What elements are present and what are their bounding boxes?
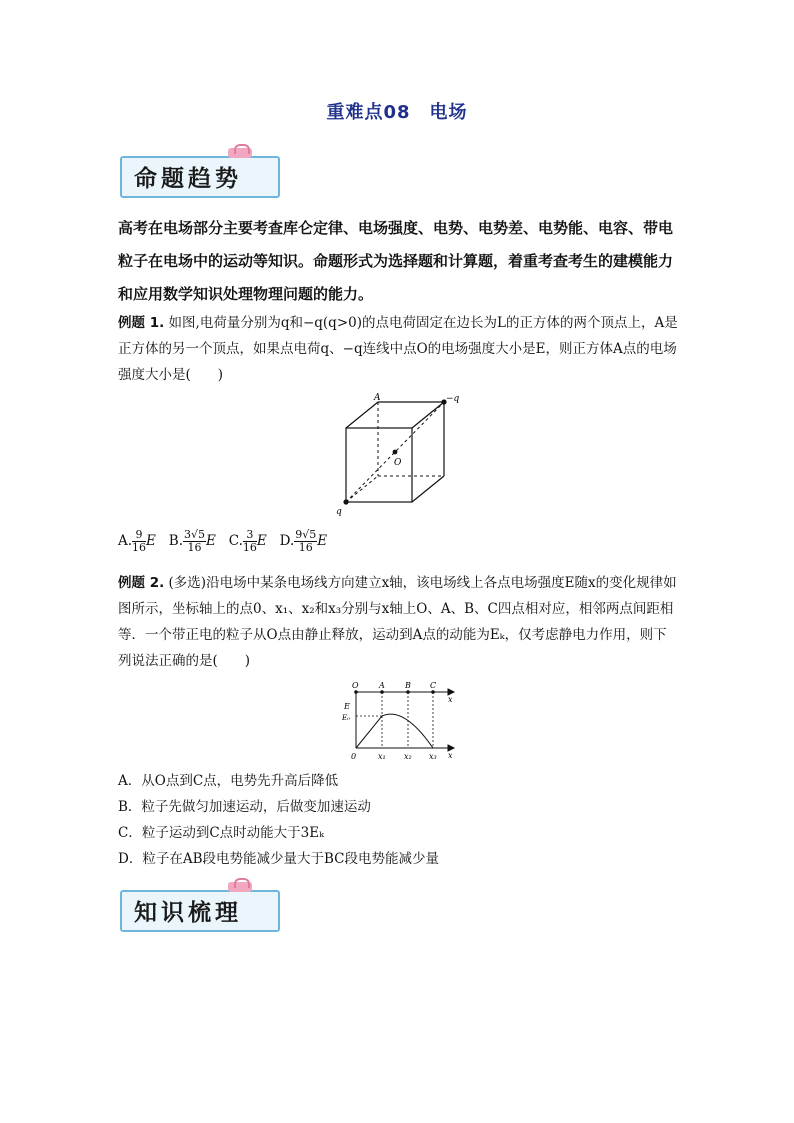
banner-label: 知识梳理 <box>134 900 242 926</box>
example-2-stem <box>118 570 678 674</box>
label-neg-q: −q <box>446 394 460 404</box>
example-1-label: 例题 1. <box>118 315 165 331</box>
example-2-label: 例题 2. <box>118 575 165 591</box>
svg-text:B: B <box>405 681 411 690</box>
svg-text:x₃: x₃ <box>429 752 437 761</box>
svg-text:E: E <box>344 702 350 711</box>
svg-text:C: C <box>430 681 437 690</box>
option-c[interactable]: C．粒子运动到C点时动能大于3Eₖ <box>118 825 325 841</box>
clip-ring-icon <box>234 144 250 154</box>
label-A: A <box>374 393 381 403</box>
option-b[interactable]: B．粒子先做匀加速运动，后做变加速运动 <box>118 799 371 815</box>
option-d[interactable]: D．粒子在AB段电势能减少量大于BC段电势能减少量 <box>118 851 439 867</box>
option-a[interactable]: A．从O点到C点，电势先升高后降低 <box>118 773 339 789</box>
midpoint-o-dot <box>393 450 398 455</box>
svg-text:x₂: x₂ <box>404 752 412 761</box>
label-q: q <box>336 507 342 517</box>
svg-text:E₀: E₀ <box>342 714 350 722</box>
svg-text:x: x <box>448 751 453 760</box>
svg-text:A: A <box>379 681 385 690</box>
e-x-graph <box>338 680 458 762</box>
example-1-stem <box>118 310 678 388</box>
option-c[interactable]: C. $\frac{3}{16}$ E <box>228 528 267 554</box>
cube-figure <box>328 392 468 520</box>
svg-text:x: x <box>448 695 453 704</box>
banner-label: 命题趋势 <box>134 166 242 192</box>
svg-text:x₁: x₁ <box>378 752 386 761</box>
clip-ring-icon <box>234 878 250 888</box>
svg-text:O: O <box>352 681 359 690</box>
svg-text:0: 0 <box>351 752 357 761</box>
example-2-text: (多选)沿电场中某条电场线方向建立x轴，该电场线上各点电场强度E随x的变化规律如图所示，坐标轴上的点0、x₁、x₂和x₃分别与x轴上O、A、B、C四点相对应，相邻两点间距相等．一个带正电的粒子从O点由静止释放，运动到A点的动能为Eₖ，仅考虑静电力作用，则下列说法正确的是( ) <box>118 575 677 669</box>
charge-q-dot <box>343 499 348 504</box>
label-O: O <box>394 458 402 468</box>
option-a[interactable]: A. $\frac{9}{16}$ E <box>118 528 156 554</box>
section-banner-knowledge <box>120 884 280 930</box>
section-banner-trend <box>120 150 280 196</box>
example-1-text: 如图,电荷量分别为q和−q(q>0)的点电荷固定在边长为L的正方体的两个顶点上，A是正方体的另一个顶点，如果点电荷q、−q连线中点O的电场强度大小是E，则正方体A点的电场强度大小是( ) <box>118 315 678 383</box>
option-d[interactable]: D. $\frac{9√5}{16}$ E <box>279 528 328 554</box>
example-1-options <box>118 528 327 554</box>
option-b[interactable]: B. $\frac{3√5}{16}$ E <box>168 528 216 554</box>
intro-paragraph: 高考在电场部分主要考查库仑定律、电场强度、电势、电势差、电势能、电容、带电粒子在电场中的运动等知识。命题形式为选择题和计算题，着重考查考生的建模能力和应用数学知识处理物理问题的能力。 <box>118 219 674 303</box>
page-title: 重难点08 电场 <box>326 102 468 123</box>
